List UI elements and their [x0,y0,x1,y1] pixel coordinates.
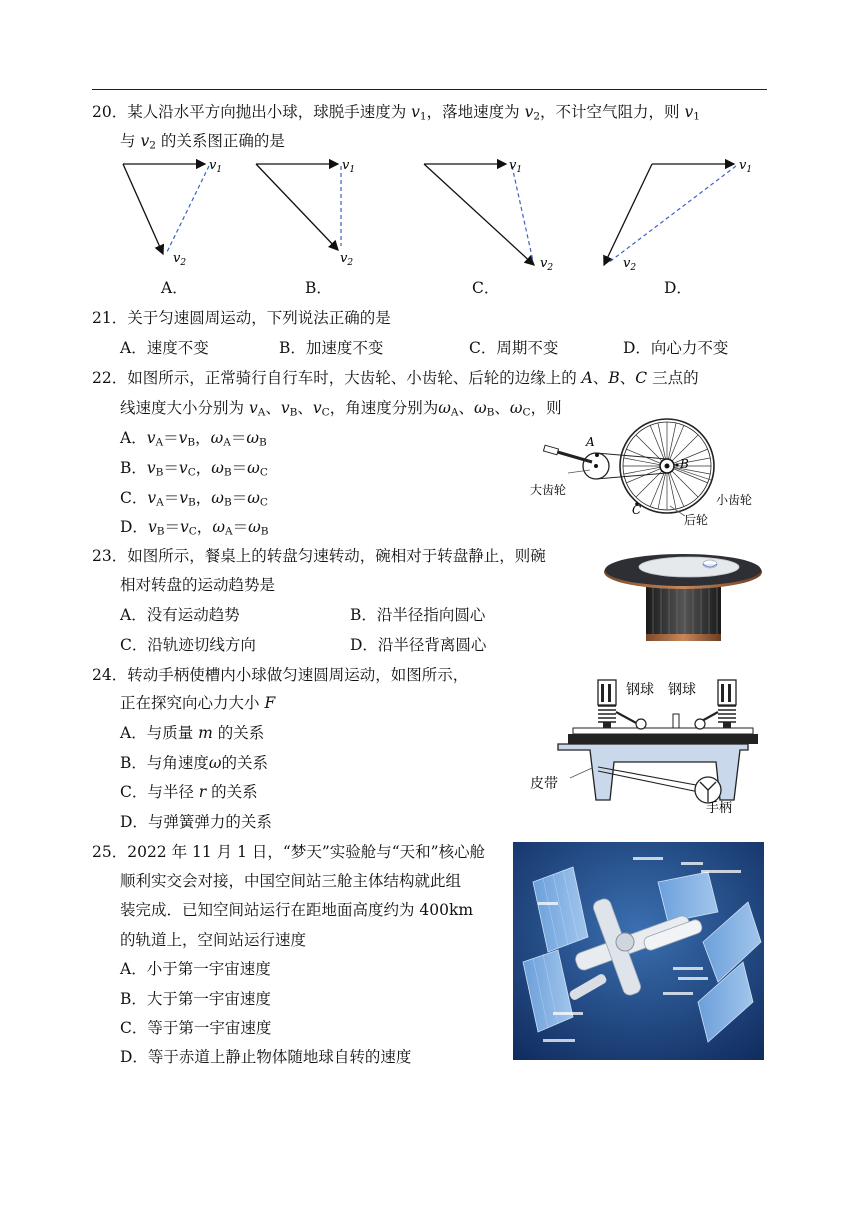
q20-c-v2-label: $v_2$ [540,256,554,273]
fig-label-steel-ball-1: 钢球 [626,682,654,698]
q25-stem-line4: 的轨道上，空间站运行速度 [120,931,307,949]
q20-b-v2-label: $v_2$ [340,251,354,268]
centripetal-apparatus-figure [528,672,770,814]
q25-option-c[interactable]: C．等于第一宇宙速度 [120,1019,272,1037]
q22-option-c[interactable]: C．$v_A=v_B$，$\omega_B=\omega_C$ [120,489,268,509]
q20-stem-line1: 20．某人沿水平方向抛出小球，球脱手速度为 $v_1$，落地速度为 $v_2$，不计空气阻力，则 $v_1$ [92,103,700,123]
rotating-table-photo [603,545,764,645]
fig-label-c: C [632,503,642,517]
q20-vector-diagrams [110,150,770,280]
fig-label-big-gear: 大齿轮 [530,483,567,497]
q22-stem-line2: 线速度大小分别为 $v_A$、$v_B$、$v_C$，角速度分别为$\omega_A$、$\omega_B$、$\omega_C$，则 [120,399,562,419]
q20-d-v2-label: $v_2$ [623,256,637,273]
q25-option-d[interactable]: D．等于赤道上静止物体随地球自转的速度 [120,1048,412,1066]
q24-stem-line2: 正在探究向心力大小 F [120,694,276,712]
q20-diagram-d [604,158,752,273]
q20-option-d[interactable]: D． [664,279,692,297]
fig-label-b: B [680,457,689,471]
bicycle-gear-figure [530,418,770,530]
q25-option-a[interactable]: A．小于第一宇宙速度 [120,960,271,978]
q23-stem-line1: 23．如图所示，餐桌上的转盘匀速转动，碗相对于转盘静止，则碗 [92,547,546,565]
header-rule [92,89,767,90]
q20-b-v1-label: $v_1$ [342,158,356,175]
q25-stem-line2: 顺利实交会对接，中国空间站三舱主体结构就此组 [120,872,462,890]
q23-option-a[interactable]: A．没有运动趋势 [120,606,240,624]
q21-option-a[interactable]: A．速度不变 [120,339,209,357]
q20-option-a[interactable]: A． [161,279,188,297]
q20-option-b[interactable]: B． [305,279,332,297]
q22-option-d[interactable]: D．$v_B=v_C$，$\omega_A=\omega_B$ [120,518,269,538]
fig-label-small-gear: 小齿轮 [716,493,753,507]
q25-stem-line3: 装完成．已知空间站运行在距地面高度约为 400km [120,901,474,919]
q23-option-c[interactable]: C．沿轨迹切线方向 [120,636,256,654]
q24-option-c[interactable]: C．与半径 r 的关系 [120,783,258,801]
q24-option-b[interactable]: B．与角速度ω的关系 [120,754,269,772]
q24-option-a[interactable]: A．与质量 m 的关系 [120,724,265,742]
q23-option-b[interactable]: B．沿半径指向圆心 [350,606,486,624]
q21-stem: 21．关于匀速圆周运动，下列说法正确的是 [92,309,391,327]
fig-label-steel-ball-2: 钢球 [668,682,696,698]
fig-label-handle: 手柄 [706,801,733,814]
q20-stem-line2: 与 $v_2$ 的关系图正确的是 [120,132,285,152]
q20-diagram-c [424,158,553,273]
q21-option-d[interactable]: D．向心力不变 [623,339,729,357]
q23-option-d[interactable]: D．沿半径背离圆心 [350,636,487,654]
fig-label-rear-wheel: 后轮 [684,513,709,527]
q20-diagram-b [256,158,355,268]
q21-option-b[interactable]: B．加速度不变 [279,339,384,357]
q20-c-v1-label: $v_1$ [509,158,523,175]
q20-a-v2-label: $v_2$ [173,251,187,268]
fig-label-a: A [586,435,595,449]
q25-option-b[interactable]: B．大于第一宇宙速度 [120,990,271,1008]
q20-option-c[interactable]: C． [472,279,500,297]
q21-option-c[interactable]: C．周期不变 [469,339,559,357]
q20-a-v1-label: $v_1$ [209,158,223,175]
q20-d-v1-label: $v_1$ [739,158,753,175]
q25-stem-line1: 25．2022 年 11 月 1 日，“梦天”实验舱与“天和”核心舱 [92,843,486,861]
q22-option-b[interactable]: B．$v_B=v_C$，$\omega_B=\omega_C$ [120,459,268,479]
q24-option-d[interactable]: D．与弹簧弹力的关系 [120,813,272,831]
q23-stem-line2: 相对转盘的运动趋势是 [120,576,276,594]
q22-stem-line1: 22．如图所示，正常骑行自行车时，大齿轮、小齿轮、后轮的边缘上的 A、B、C 三点的 [92,369,699,387]
space-station-photo [513,842,764,1060]
fig-label-belt: 皮带 [530,776,558,792]
q20-diagram-a [123,158,222,268]
q24-stem-line1: 24．转动手柄使槽内小球做匀速圆周运动，如图所示， [92,666,469,684]
q22-option-a[interactable]: A．$v_A=v_B$，$\omega_A=\omega_B$ [120,429,267,449]
